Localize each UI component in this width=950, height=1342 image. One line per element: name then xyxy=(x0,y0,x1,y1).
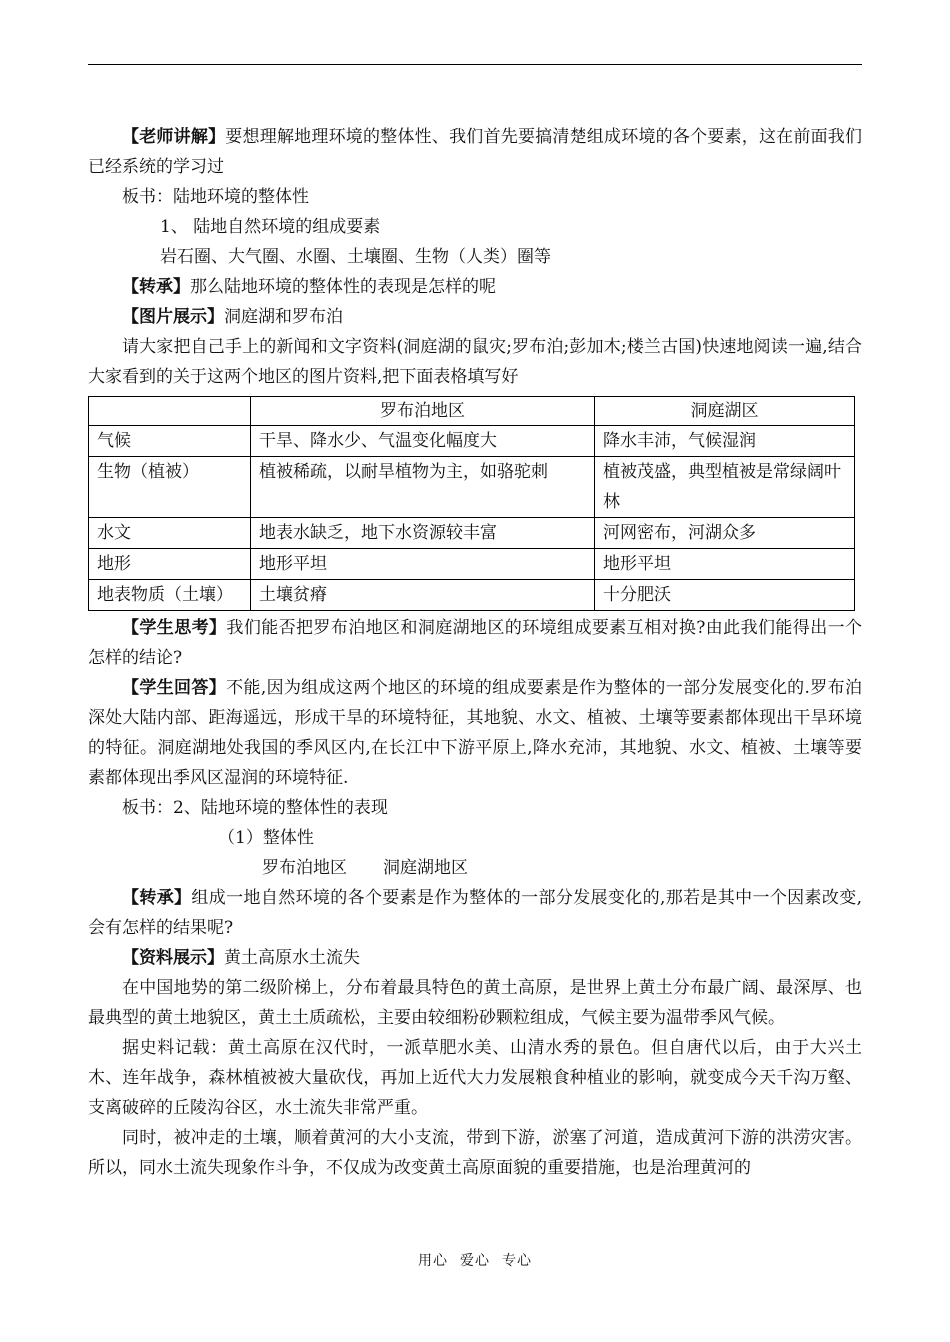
history-paragraph: 据史料记载：黄土高原在汉代时，一派草肥水美、山清水秀的景色。但自唐代以后，由于大兴土木、连年战争，森林植被被大量砍伐，再加上近代大力发展粮食种植业的影响，就变成今天千沟万壑、支离破碎的丘陵沟谷区，水土流失非常严重。 xyxy=(88,1038,862,1118)
table-cell: 水文 xyxy=(89,518,251,549)
table-row xyxy=(89,580,855,611)
table-header-cell xyxy=(89,397,251,426)
table-cell: 地形平坦 xyxy=(595,549,855,580)
material-show-paragraph: 【资料展示】黄土高原水土流失 xyxy=(122,948,360,968)
picture-show-paragraph: 【图片展示】洞庭湖和罗布泊 xyxy=(122,307,343,327)
table-header-cell: 洞庭湖区 xyxy=(595,397,855,426)
board-note-item-1: 1、 陆地自然环境的组成要素 xyxy=(160,217,381,237)
table-header-row xyxy=(89,397,855,426)
document-body xyxy=(88,122,862,1183)
table-cell: 植被茂盛，典型植被是常绿阔叶林 xyxy=(595,457,855,518)
transition-paragraph: 【转承】那么陆地环境的整体性的表现是怎样的呢 xyxy=(122,277,496,297)
teacher-explain-paragraph: 【老师讲解】要想理解地理环境的整体性、我们首先要搞清楚组成环境的各个要素，这在前面我们已经系统的学习过 xyxy=(88,127,863,177)
loess-plateau-paragraph: 在中国地势的第二级阶梯上，分布着最具特色的黄土高原，是世界上黄土分布最广阔、最深厚、也最典型的黄土地貌区，黄土土质疏松，主要由较细粉砂颗粒组成，气候主要为温带季风气候。 xyxy=(88,978,862,1028)
comparison-table xyxy=(88,396,855,611)
board-note-item-2: 板书：2、陆地环境的整体性的表现 xyxy=(122,798,388,818)
flood-paragraph: 同时，被冲走的土壤，顺着黄河的大小支流，带到下游，淤塞了河道，造成黄河下游的洪涝灾害。所以，同水土流失现象作斗争，不仅成为改变黄土高原面貌的重要措施，也是治理黄河的 xyxy=(88,1128,862,1178)
transition-paragraph-2: 【转承】组成一地自然环境的各个要素是作为整体的一部分发展变化的,那若是其中一个因素改变,会有怎样的结果呢? xyxy=(88,888,863,938)
table-cell: 地形平坦 xyxy=(251,549,595,580)
table-row xyxy=(89,457,855,518)
table-cell: 十分肥沃 xyxy=(595,580,855,611)
table-cell: 河网密布，河湖众多 xyxy=(595,518,855,549)
table-cell: 气候 xyxy=(89,426,251,457)
table-cell: 生物（植被） xyxy=(89,457,251,518)
table-cell: 降水丰沛，气候湿润 xyxy=(595,426,855,457)
table-cell: 地表水缺乏，地下水资源较丰富 xyxy=(251,518,595,549)
table-cell: 地形 xyxy=(89,549,251,580)
student-answer-paragraph: 【学生回答】不能,因为组成这两个地区的环境的组成要素是作为整体的一部分发展变化的.罗布泊深处大陆内部、距海遥远，形成干旱的环境特征，其地貌、水文、植被、土壤等要素都体现出干旱环境的特征。洞庭湖地处我国的季风区内,在长江中下游平原上,降水充沛，其地貌、水文、植被、土壤等要素都体现出季风区湿润的环境特征. xyxy=(88,678,862,788)
board-note-subitem: （1）整体性 xyxy=(218,828,314,848)
board-note-title: 板书：陆地环境的整体性 xyxy=(122,187,309,207)
page-footer: 用心 爱心 专心 xyxy=(418,1253,532,1269)
table-header-cell: 罗布泊地区 xyxy=(251,397,595,426)
reading-instruction-paragraph: 请大家把自己手上的新闻和文字资料(洞庭湖的鼠灾;罗布泊;彭加木;楼兰古国)快速地阅读一遍,结合大家看到的关于这两个地区的图片资料,把下面表格填写好 xyxy=(88,337,862,387)
student-think-paragraph: 【学生思考】我们能否把罗布泊地区和洞庭湖地区的环境组成要素互相对换?由此我们能得出一个怎样的结论? xyxy=(88,618,862,668)
table-cell: 土壤贫瘠 xyxy=(251,580,595,611)
region-labels: 罗布泊地区 洞庭湖地区 xyxy=(262,858,468,878)
table-row xyxy=(89,426,855,457)
table-row xyxy=(89,549,855,580)
table-cell: 植被稀疏，以耐旱植物为主，如骆驼刺 xyxy=(251,457,595,518)
elements-list: 岩石圈、大气圈、水圈、土壤圈、生物（人类）圈等 xyxy=(160,247,551,267)
header-rule xyxy=(88,64,862,65)
table-cell: 地表物质（土壤） xyxy=(89,580,251,611)
table-cell: 干旱、降水少、气温变化幅度大 xyxy=(251,426,595,457)
table-row xyxy=(89,518,855,549)
